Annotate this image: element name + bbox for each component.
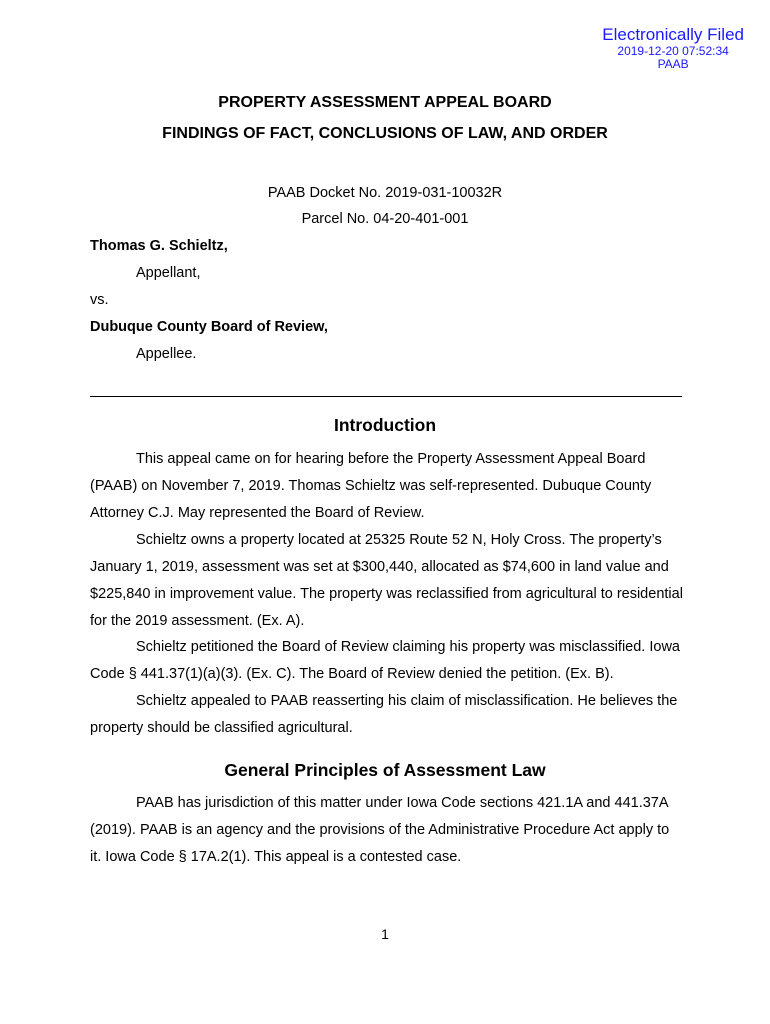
stamp-timestamp: 2019-12-20 07:52:34 (617, 43, 729, 58)
principles-heading: General Principles of Assessment Law (224, 760, 546, 780)
versus-label: vs. (90, 292, 109, 308)
page-number: 1 (381, 926, 389, 942)
stamp-agency: PAAB (657, 56, 689, 71)
stamp-title: Electronically Filed (602, 25, 744, 44)
section-divider (90, 396, 682, 397)
appellee-role: Appellee. (136, 346, 197, 362)
docket-number: PAAB Docket No. 2019-031-10032R (267, 185, 503, 201)
intro-paragraph-4: Schieltz appealed to PAAB reasserting his claim of misclassification. He believes the property should be classified agricultural. (90, 693, 678, 736)
agency-title: PROPERTY ASSESSMENT APPEAL BOARD (218, 94, 552, 111)
appellant-name: Thomas G. Schieltz, (90, 238, 228, 254)
document-title: FINDINGS OF FACT, CONCLUSIONS OF LAW, AND ORDER (162, 125, 608, 142)
intro-paragraph-1: This appeal came on for hearing before the Property Assessment Appeal Board (PAAB) on November 7, 2019. Thomas Schieltz was self-represented. Dubuque County Attorney C.J. May represented the Board of Review. (90, 451, 652, 521)
intro-paragraph-3: Schieltz petitioned the Board of Review claiming his property was misclassified. Iowa Code § 441.37(1)(a)(3). (Ex. C). The Board of Review denied the petition. (Ex. B). (90, 639, 680, 682)
electronic-filing-stamp (602, 26, 744, 71)
introduction-heading: Introduction (333, 415, 437, 435)
parcel-number: Parcel No. 04-20-401-001 (301, 211, 469, 227)
appellee-name: Dubuque County Board of Review, (90, 319, 328, 335)
intro-paragraph-2: Schieltz owns a property located at 25325 Route 52 N, Holy Cross. The property’s January 1, 2019, assessment was set at $300,440, allocated as $74,600 in land value and $225,840 in improvement value. The property was reclassified from agricultural to residential for the 2019 assessment. (Ex. A). (90, 532, 683, 629)
appellant-role: Appellant, (136, 265, 201, 281)
principles-paragraph-1: PAAB has jurisdiction of this matter under Iowa Code sections 421.1A and 441.37A (2019). PAAB is an agency and the provisions of the Administrative Procedure Act apply to it. Iowa Code § 17A.2(1). This appeal is a contested case. (90, 795, 670, 865)
